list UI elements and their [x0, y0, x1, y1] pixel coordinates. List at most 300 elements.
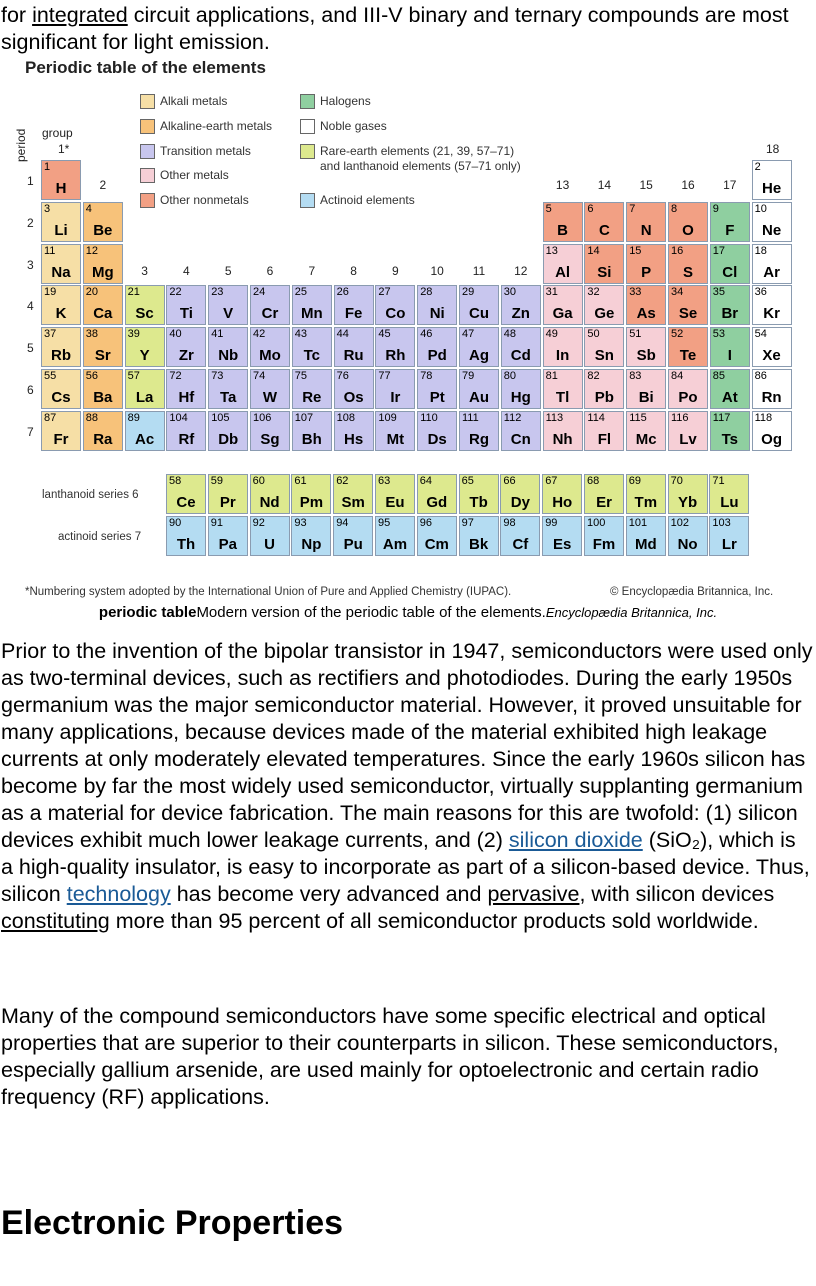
- atomic-number: 84: [671, 370, 684, 382]
- atomic-number: 12: [85, 244, 99, 257]
- atomic-number: 70: [670, 475, 683, 487]
- atomic-number: 44: [336, 328, 349, 341]
- element-symbol: Ce: [176, 494, 196, 511]
- element-symbol: Sg: [260, 430, 280, 448]
- element-cell-bh: [292, 411, 332, 451]
- group-number: 9: [392, 264, 399, 278]
- element-cell-sr: [83, 327, 123, 367]
- element-cell-tc: [292, 327, 332, 367]
- element-cell-hs: [334, 411, 374, 451]
- element-cell-at: [710, 369, 750, 409]
- element-cell-fr: [41, 411, 81, 451]
- element-cell-ar: [752, 244, 792, 284]
- atomic-number: 15: [629, 244, 642, 257]
- element-cell-ag: [459, 327, 499, 367]
- element-cell-fl: [584, 411, 624, 451]
- element-cell-n: [626, 202, 666, 242]
- atomic-number: 43: [294, 328, 308, 341]
- actinoid-series-label: actinoid series 7: [58, 531, 142, 543]
- element-cell-mc: [626, 411, 666, 451]
- atomic-number: 81: [545, 370, 558, 382]
- element-cell-am: [375, 516, 415, 556]
- atomic-number: 105: [211, 411, 230, 424]
- element-cell-xe: [752, 327, 792, 367]
- element-cell-cl: [710, 244, 750, 284]
- element-cell-si: [584, 244, 624, 284]
- element-cell-ba: [83, 369, 123, 409]
- group-number: 17: [723, 178, 737, 192]
- element-symbol: H: [55, 180, 67, 197]
- element-cell-ga: [543, 285, 583, 325]
- element-cell-ho: [542, 474, 582, 514]
- element-symbol: Db: [218, 430, 239, 448]
- element-symbol: Yb: [678, 494, 698, 511]
- element-cell-in: [543, 327, 583, 367]
- element-symbol: Hs: [344, 430, 364, 448]
- technology-link[interactable]: technology: [66, 882, 171, 906]
- element-cell-sc: [125, 285, 165, 325]
- element-symbol: Be: [93, 221, 113, 239]
- element-symbol: V: [223, 305, 234, 323]
- legend-item: [140, 119, 272, 134]
- element-cell-sb: [626, 327, 666, 367]
- atomic-number: 28: [420, 286, 433, 299]
- element-symbol: Es: [553, 536, 572, 553]
- atomic-number: 8: [671, 202, 678, 215]
- period-number: 6: [27, 383, 34, 397]
- atomic-number: 41: [211, 328, 224, 341]
- group-number: 15: [639, 178, 653, 192]
- atomic-number: 34: [671, 286, 684, 299]
- element-cell-v: [208, 285, 248, 325]
- element-cell-hg: [501, 369, 541, 409]
- legend-label: Actinoid elements: [320, 193, 415, 207]
- element-symbol: Fm: [592, 536, 616, 553]
- element-symbol: Pt: [429, 389, 445, 406]
- period-number: 2: [27, 215, 34, 230]
- atomic-number: 21: [127, 286, 140, 299]
- atomic-number: 98: [503, 517, 516, 529]
- element-symbol: Mt: [386, 430, 405, 448]
- atomic-number: 25: [294, 286, 308, 299]
- element-cell-na: [41, 244, 81, 284]
- legend-item: [300, 193, 415, 208]
- period-axis-label: period: [14, 128, 28, 162]
- atomic-number: 108: [336, 411, 355, 424]
- element-cell-c: [584, 202, 624, 242]
- element-symbol: Th: [176, 536, 196, 553]
- element-cell-ac: [125, 411, 165, 451]
- legend-item: [300, 119, 387, 134]
- element-cell-p: [626, 244, 666, 284]
- element-symbol: U: [264, 536, 276, 553]
- atomic-number: 67: [545, 475, 558, 487]
- atomic-number: 106: [253, 411, 272, 424]
- atomic-number: 33: [629, 286, 642, 299]
- element-symbol: Mo: [259, 347, 281, 365]
- element-symbol: Dy: [510, 494, 530, 511]
- atomic-number: 60: [252, 475, 265, 487]
- caption-text: Modern version of the periodic table of the elements.: [196, 604, 546, 621]
- legend-swatch: [300, 119, 315, 134]
- legend-item: [140, 168, 229, 183]
- group-number: 8: [350, 264, 357, 278]
- atomic-number: 99: [545, 517, 558, 529]
- element-cell-ce: [166, 474, 206, 514]
- legend-label: and lanthanoid elements (57–71 only): [320, 159, 521, 174]
- element-cell-ti: [166, 285, 206, 325]
- atomic-number: 103: [712, 517, 731, 529]
- atomic-number: 36: [754, 286, 767, 299]
- element-cell-au: [459, 369, 499, 409]
- element-symbol: Po: [678, 389, 698, 406]
- element-symbol: Re: [302, 389, 322, 406]
- text: for: [1, 3, 33, 27]
- element-cell-b: [543, 202, 583, 242]
- atomic-number: 80: [503, 370, 517, 382]
- integrated-link[interactable]: integrated: [32, 3, 128, 27]
- body-paragraph-1: Prior to the invention of the bipolar transistor in 1947, semiconductors were used only as two-terminal devices, such as rectifiers and photodiodes. During the early 1950s germanium was the major semiconductor material. However, it proved unsuitable for many applications, because devices made of the material exhibited high leakage currents at only moderately elevated temperatures. Since the early 1960s silicon has become by far the most widely used semiconductor, virtually supplanting germanium as a material for device fabrication. The main reasons for this are twofold: (1) silicon devices exhibit much lower leakage currents, and (2) silicon dioxide (SiO₂), which is a high-quality insulator, is easy to incorporate as part of a silicon-based device. Thus, silicon technology has become very advanced and pervasive, with silicon devices constituting more than 95 percent of all semiconductor products sold worldwide.: [1, 639, 813, 933]
- element-cell-nb: [208, 327, 248, 367]
- element-symbol: Bk: [469, 536, 489, 553]
- atomic-number: 59: [210, 475, 224, 487]
- element-symbol: Hg: [510, 389, 531, 406]
- element-symbol: Pr: [219, 494, 236, 511]
- legend-label: Alkali metals: [160, 94, 228, 108]
- element-cell-rb: [41, 327, 81, 367]
- element-cell-zr: [166, 327, 206, 367]
- atomic-number: 83: [629, 370, 642, 382]
- element-cell-nh: [543, 411, 583, 451]
- element-cell-br: [710, 285, 750, 325]
- figure-title: Periodic table of the elements: [25, 58, 266, 77]
- element-symbol: P: [641, 263, 652, 281]
- element-cell-db: [208, 411, 248, 451]
- element-cell-mt: [375, 411, 415, 451]
- legend-swatch: [140, 119, 155, 134]
- element-symbol: Rg: [469, 430, 489, 448]
- element-cell-w: [250, 369, 290, 409]
- atomic-number: 10: [754, 202, 767, 215]
- legend-swatch: [140, 94, 155, 109]
- atomic-number: 109: [378, 411, 397, 424]
- element-symbol: Ru: [343, 347, 364, 365]
- legend-label: Other metals: [160, 168, 229, 182]
- atomic-number: 14: [587, 244, 600, 257]
- element-cell-rn: [752, 369, 792, 409]
- atomic-number: 4: [85, 202, 92, 215]
- atomic-number: 89: [127, 411, 140, 424]
- element-symbol: No: [677, 536, 698, 553]
- element-symbol: Ge: [594, 305, 615, 323]
- atomic-number: 61: [294, 475, 307, 487]
- element-symbol: Cn: [510, 430, 531, 448]
- element-cell-cn: [501, 411, 541, 451]
- element-cell-po: [668, 369, 708, 409]
- element-symbol: Ag: [469, 347, 489, 365]
- element-symbol: Bi: [638, 389, 654, 406]
- element-symbol: Au: [469, 389, 489, 406]
- element-cell-o: [668, 202, 708, 242]
- group-number: 3: [141, 264, 148, 278]
- atomic-number: 79: [462, 370, 475, 382]
- element-symbol: Bh: [301, 430, 322, 448]
- atomic-number: 66: [503, 475, 516, 487]
- element-cell-mg: [83, 244, 123, 284]
- constituting-link[interactable]: constituting: [1, 909, 110, 933]
- atomic-number: 23: [211, 286, 224, 299]
- element-cell-mn: [292, 285, 332, 325]
- atomic-number: 73: [211, 370, 224, 382]
- atomic-number: 97: [461, 517, 474, 529]
- atomic-number: 104: [169, 411, 188, 424]
- element-cell-u: [250, 516, 290, 556]
- group-number: 6: [266, 264, 274, 278]
- element-symbol: K: [55, 305, 67, 323]
- legend-swatch: [300, 144, 315, 159]
- atomic-number: 92: [252, 517, 265, 529]
- element-symbol: Lv: [679, 430, 697, 448]
- element-symbol: Nb: [218, 347, 239, 365]
- silicon-dioxide-link[interactable]: silicon dioxide: [508, 828, 643, 852]
- element-cell-zn: [501, 285, 541, 325]
- caption-title: periodic table: [98, 604, 197, 621]
- atomic-number: 90: [169, 517, 182, 529]
- element-symbol: Rb: [51, 347, 71, 365]
- element-cell-ca: [83, 285, 123, 325]
- element-symbol: Te: [679, 347, 697, 365]
- atomic-number: 85: [712, 370, 726, 382]
- element-cell-no: [668, 516, 708, 556]
- element-symbol: Ta: [219, 389, 237, 406]
- element-symbol: Mg: [91, 263, 114, 281]
- atomic-number: 39: [127, 328, 140, 341]
- element-symbol: Fl: [597, 430, 612, 448]
- element-cell-ta: [208, 369, 248, 409]
- atomic-number: 100: [587, 517, 606, 529]
- element-cell-co: [375, 285, 415, 325]
- group-number: 13: [555, 178, 570, 192]
- element-cell-pb: [584, 369, 624, 409]
- group-first-label: 1*: [58, 142, 70, 156]
- element-symbol: Rn: [761, 389, 782, 406]
- element-symbol: Sm: [341, 494, 365, 511]
- text: circuit applications, and III-V binary and ternary compounds are most significant for light emission.: [1, 3, 789, 54]
- element-cell-rf: [166, 411, 206, 451]
- element-cell-he: [752, 160, 792, 200]
- element-cell-th: [166, 516, 206, 556]
- legend-item: [140, 144, 251, 159]
- element-cell-ts: [710, 411, 750, 451]
- lanthanoid-series-label: lanthanoid series 6: [42, 489, 139, 501]
- element-cell-cr: [250, 285, 290, 325]
- element-cell-og: [752, 411, 792, 451]
- element-cell-as: [626, 285, 666, 325]
- atomic-number: 13: [545, 244, 558, 257]
- atomic-number: 3: [44, 202, 51, 215]
- atomic-number: 38: [85, 328, 99, 341]
- element-symbol: Kr: [763, 305, 780, 323]
- section-heading: Electronic Properties: [1, 1204, 344, 1242]
- atomic-number: 31: [545, 286, 558, 299]
- group-number: 11: [472, 264, 486, 278]
- element-symbol: Ca: [93, 305, 113, 323]
- atomic-number: 110: [420, 411, 438, 424]
- atomic-number: 96: [419, 517, 433, 529]
- atomic-number: 63: [378, 475, 391, 487]
- element-cell-cu: [459, 285, 499, 325]
- element-symbol: Na: [51, 263, 71, 281]
- element-cell-h: [41, 160, 81, 200]
- atomic-number: 45: [378, 328, 391, 341]
- element-cell-re: [292, 369, 332, 409]
- element-symbol: Gd: [426, 494, 448, 511]
- atomic-number: 55: [44, 370, 57, 382]
- element-symbol: Rh: [385, 347, 406, 365]
- element-symbol: Sn: [594, 347, 614, 365]
- atomic-number: 42: [253, 328, 266, 341]
- atomic-number: 37: [44, 328, 57, 341]
- atomic-number: 53: [712, 328, 726, 341]
- element-symbol: Cm: [424, 536, 449, 553]
- element-symbol: Al: [555, 263, 571, 281]
- element-symbol: Cs: [51, 389, 71, 406]
- element-symbol: O: [682, 221, 694, 239]
- element-symbol: Co: [385, 305, 406, 323]
- element-cell-kr: [752, 285, 792, 325]
- element-symbol: Pa: [218, 536, 237, 553]
- element-symbol: B: [557, 221, 569, 239]
- element-cell-be: [83, 202, 123, 242]
- element-symbol: In: [555, 347, 570, 365]
- atomic-number: 22: [169, 286, 182, 299]
- element-symbol: Ho: [552, 494, 573, 511]
- atomic-number: 113: [545, 411, 564, 424]
- element-cell-sg: [250, 411, 290, 451]
- element-cell-pr: [208, 474, 248, 514]
- element-symbol: Br: [721, 305, 739, 323]
- atomic-number: 49: [545, 328, 558, 341]
- atomic-number: 32: [587, 286, 600, 299]
- element-symbol: Pm: [299, 494, 324, 511]
- atomic-number: 118: [754, 411, 773, 424]
- element-symbol: Er: [596, 494, 612, 511]
- atomic-number: 77: [378, 370, 391, 382]
- atomic-number: 6: [587, 202, 594, 215]
- atomic-number: 94: [336, 517, 349, 529]
- legend-swatch: [140, 193, 155, 208]
- atomic-number: 65: [461, 475, 474, 487]
- atomic-number: 62: [336, 475, 349, 487]
- element-cell-lr: [709, 516, 749, 556]
- iupac-footnote: *Numbering system adopted by the International Union of Pure and Applied Chemistry (IUPAC).: [25, 586, 512, 598]
- element-symbol: S: [682, 263, 693, 281]
- atomic-number: 82: [587, 370, 600, 382]
- element-cell-cf: [500, 516, 540, 556]
- group-number: 5: [224, 264, 232, 278]
- element-cell-ne: [752, 202, 792, 242]
- atomic-number: 30: [503, 286, 517, 299]
- legend-swatch: [140, 144, 155, 159]
- element-symbol: Tl: [555, 389, 570, 406]
- atomic-number: 68: [587, 475, 600, 487]
- atomic-number: 86: [754, 370, 767, 382]
- atomic-number: 76: [336, 370, 349, 382]
- atomic-number: 24: [253, 286, 266, 299]
- period-number: 5: [27, 341, 34, 356]
- element-cell-mo: [250, 327, 290, 367]
- atomic-number: 93: [294, 517, 307, 529]
- element-symbol: Cf: [512, 536, 529, 553]
- group-number: 10: [430, 264, 444, 278]
- period-number: 7: [27, 424, 34, 439]
- pervasive-link[interactable]: pervasive: [487, 882, 580, 906]
- element-symbol: Li: [54, 221, 68, 239]
- element-cell-al: [543, 244, 583, 284]
- figure-caption: [0, 604, 816, 621]
- group-number: 16: [681, 178, 695, 192]
- atomic-number: 11: [44, 244, 56, 257]
- element-symbol: La: [135, 389, 154, 406]
- element-symbol: Si: [597, 263, 612, 281]
- element-cell-li: [41, 202, 81, 242]
- element-symbol: Ni: [429, 305, 445, 323]
- element-cell-sn: [584, 327, 624, 367]
- element-cell-os: [334, 369, 374, 409]
- element-cell-ds: [417, 411, 457, 451]
- atomic-number: 18: [754, 244, 767, 257]
- element-cell-te: [668, 327, 708, 367]
- element-cell-ra: [83, 411, 123, 451]
- group-label: group: [42, 126, 73, 140]
- element-symbol: Rf: [178, 430, 195, 448]
- element-symbol: I: [727, 347, 732, 365]
- legend-swatch: [300, 193, 315, 208]
- element-symbol: Lu: [720, 494, 739, 511]
- element-symbol: Pu: [343, 536, 363, 553]
- atomic-number: 51: [629, 328, 642, 341]
- atomic-number: 111: [462, 411, 479, 424]
- atomic-number: 52: [671, 328, 684, 341]
- element-cell-yb: [668, 474, 708, 514]
- periodic-table-figure: [14, 56, 800, 604]
- element-cell-lu: [709, 474, 749, 514]
- element-cell-tl: [543, 369, 583, 409]
- element-symbol: Ga: [552, 305, 573, 323]
- element-cell-lv: [668, 411, 708, 451]
- element-symbol: Ba: [93, 389, 113, 406]
- element-cell-fe: [334, 285, 374, 325]
- element-cell-se: [668, 285, 708, 325]
- element-symbol: Fe: [344, 305, 363, 323]
- atomic-number: 87: [44, 411, 57, 424]
- atomic-number: 29: [462, 286, 475, 299]
- caption-credit: Encyclopædia Britannica, Inc.: [545, 605, 718, 620]
- atomic-number: 91: [210, 517, 224, 529]
- atomic-number: 47: [462, 328, 475, 341]
- element-cell-fm: [584, 516, 624, 556]
- element-symbol: Ds: [427, 430, 447, 448]
- element-symbol: W: [262, 389, 278, 406]
- element-symbol: Cd: [510, 347, 531, 365]
- element-cell-s: [668, 244, 708, 284]
- atomic-number: 16: [671, 244, 684, 257]
- element-symbol: At: [721, 389, 738, 406]
- element-symbol: N: [640, 221, 652, 239]
- atomic-number: 74: [253, 370, 266, 382]
- element-cell-er: [584, 474, 624, 514]
- atomic-number: 75: [294, 370, 308, 382]
